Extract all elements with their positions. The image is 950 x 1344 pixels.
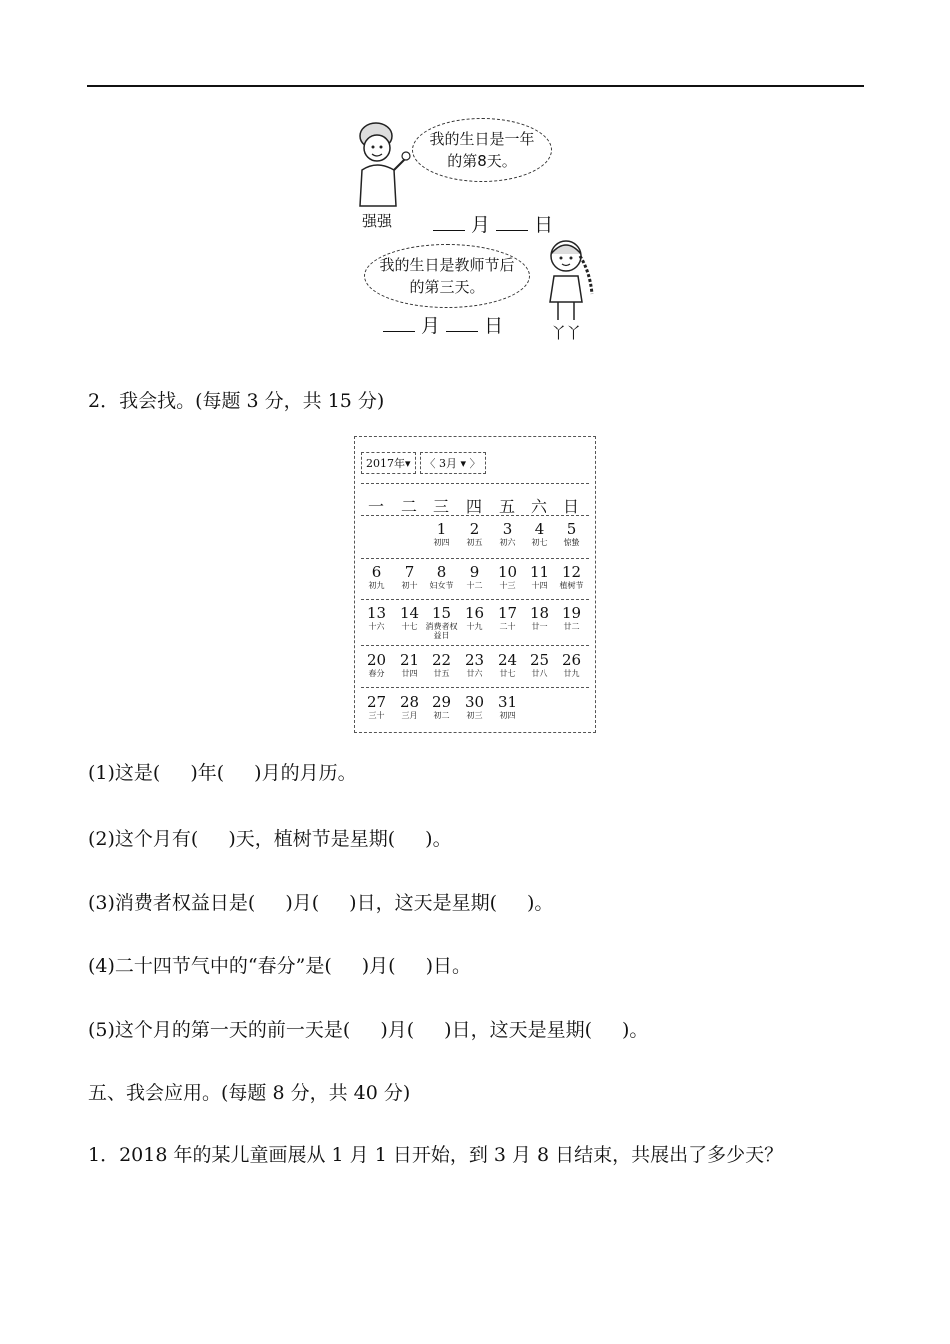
day-number: 28 [399,693,420,711]
day-number: 7 [404,563,415,581]
day-number: 12 [561,563,582,581]
q2-item-text: )。 [425,828,452,850]
calendar-divider [361,515,589,516]
q2-title: 2．我会找。(每题 3 分，共 15 分) [88,390,385,412]
calendar-day[interactable] [425,604,458,640]
day-lunar-label: 初六 [499,538,516,547]
day-number: 13 [366,604,387,622]
calendar-day[interactable] [523,563,556,590]
day-number: 30 [464,693,485,711]
q2-item-text: )月的月历。 [254,762,357,784]
day-lunar-label: 初二 [433,711,450,720]
girl-answer-line: 月 日 [383,311,503,338]
calendar-day[interactable] [491,520,524,547]
day-number: 24 [497,651,518,669]
day-number: 23 [464,651,485,669]
calendar-day[interactable] [393,693,426,720]
calendar-day[interactable] [555,651,588,678]
calendar-day[interactable] [360,604,393,631]
day-lunar-label: 初四 [499,711,516,720]
calendar-day[interactable] [458,520,491,547]
day-lunar-label: 初十 [401,581,418,590]
girl-speech-bubble [364,244,530,308]
q2-item-text: )月( [361,955,396,977]
calendar-day[interactable] [523,651,556,678]
calendar-day[interactable] [523,520,556,547]
day-lunar-label: 十七 [401,622,418,631]
calendar-day[interactable] [491,604,524,631]
q2-item-text: (5)这个月的第一天的前一天是( [88,1019,351,1041]
day-lunar-label: 廿九 [563,669,580,678]
day-number: 2 [469,520,480,538]
day-lunar-label: 廿七 [499,669,516,678]
calendar-day[interactable] [425,651,458,678]
day-lunar-label: 春分 [368,669,385,678]
weekday-label: 日 [562,497,579,516]
day-number: 4 [534,520,545,538]
day-lunar-label: 廿六 [466,669,483,678]
q2-item-text: (4)二十四节气中的“春分”是( [88,955,332,977]
day-number: 15 [431,604,452,622]
day-number: 14 [399,604,420,622]
day-number: 19 [561,604,582,622]
day-number: 1 [436,520,447,538]
day-number: 25 [529,651,550,669]
q2-item [88,1015,648,1042]
calendar-day[interactable] [393,651,426,678]
day-lunar-label: 廿二 [563,622,580,631]
calendar-day[interactable] [491,693,524,720]
girl-illustration [536,236,600,322]
q2-item [88,824,452,851]
q2-item-text: (2)这个月有( [88,828,199,850]
calendar-divider [361,645,589,646]
q2-item [88,758,357,785]
q2-item-text: (1)这是( [88,762,161,784]
q2-item-text: )年( [190,762,225,784]
weekday-label: 二 [400,497,417,516]
calendar-day[interactable] [491,563,524,590]
q2-item-text: )日，这天是星期( [444,1019,592,1041]
day-number: 10 [497,563,518,581]
day-number: 11 [529,563,550,581]
day-number: 31 [497,693,518,711]
day-number: 27 [366,693,387,711]
q2-item-text: )月( [285,892,320,914]
month-select[interactable]: 〈 3月 ▾ 〉 [420,452,486,474]
boy-month-blank[interactable] [433,216,465,231]
calendar-header [361,452,486,474]
girl-day-blank[interactable] [446,317,478,332]
day-lunar-label: 三月 [401,711,418,720]
q2-item [88,888,553,915]
calendar-day[interactable] [393,604,426,631]
calendar-day[interactable] [458,651,491,678]
q2-item [88,951,471,978]
day-lunar-label: 消费者权益日 [425,622,458,640]
day-number: 5 [566,520,577,538]
top-rule [87,85,864,87]
day-lunar-label: 廿五 [433,669,450,678]
q2-item-text: )日，这天是星期( [349,892,497,914]
weekday-label: 三 [432,497,449,516]
day-lunar-label: 二十 [499,622,516,631]
girl-speech: 我的生日是教师节后的第三天。 [379,256,515,296]
boy-answer-line: 月 日 [433,210,553,237]
day-lunar-label: 惊蛰 [563,538,580,547]
boy-speech: 我的生日是一年的第8天。 [429,130,535,170]
calendar-divider [361,687,589,688]
day-lunar-label: 初五 [466,538,483,547]
boy-illustration [350,118,412,208]
calendar-divider [361,483,589,484]
day-lunar-label: 植树节 [559,581,584,590]
weekday-label: 四 [465,497,482,516]
boy-name: 强强 [362,212,393,230]
day-lunar-label: 十二 [466,581,483,590]
day-lunar-label: 十四 [531,581,548,590]
calendar [354,436,596,733]
calendar-day[interactable] [425,520,458,547]
day-number: 6 [371,563,382,581]
q2-item-text: )月( [380,1019,415,1041]
day-lunar-label: 初三 [466,711,483,720]
calendar-day[interactable] [425,693,458,720]
section5-q1: 1．2018 年的某儿童画展从 1 月 1 日开始，到 3 月 8 日结束，共展出了多少天？ [88,1144,784,1166]
calendar-day[interactable] [360,651,393,678]
calendar-day[interactable] [458,563,491,590]
calendar-day[interactable] [491,651,524,678]
q2-item-text: )。 [621,1019,649,1041]
girl-name: 丫丫 [551,324,582,342]
calendar-day[interactable] [360,693,393,720]
year-select[interactable]: 2017年▾ [361,452,416,474]
day-number: 3 [502,520,513,538]
day-number: 20 [366,651,387,669]
day-number: 29 [431,693,452,711]
day-number: 21 [399,651,420,669]
day-number: 26 [561,651,582,669]
day-number: 17 [497,604,518,622]
day-lunar-label: 初七 [531,538,548,547]
day-lunar-label: 三十 [368,711,385,720]
day-lunar-label: 十九 [466,622,483,631]
day-lunar-label: 初九 [368,581,385,590]
day-lunar-label: 廿四 [401,669,418,678]
calendar-divider [361,599,589,600]
q2-item-text: )。 [526,892,554,914]
calendar-day[interactable] [555,520,588,547]
calendar-day[interactable] [425,563,458,590]
day-lunar-label: 廿八 [531,669,548,678]
weekday-label: 五 [498,497,515,516]
calendar-day[interactable] [458,693,491,720]
calendar-day[interactable] [360,563,393,590]
day-lunar-label: 十三 [499,581,516,590]
day-number: 8 [436,563,447,581]
calendar-divider [361,558,589,559]
q2-item-text: )日。 [425,955,472,977]
day-number: 18 [529,604,550,622]
section5-title: 五、我会应用。(每题 8 分，共 40 分) [88,1082,411,1104]
calendar-day[interactable] [393,563,426,590]
calendar-day[interactable] [555,563,588,590]
calendar-day[interactable] [555,604,588,631]
day-number: 22 [431,651,452,669]
day-lunar-label: 初四 [433,538,450,547]
boy-day-blank[interactable] [496,216,528,231]
boy-speech-bubble [412,118,552,182]
day-lunar-label: 妇女节 [429,581,454,590]
q2-item-text: )天，植树节是星期( [228,828,396,850]
day-lunar-label: 十六 [368,622,385,631]
q2-item-text: (3)消费者权益日是( [88,892,256,914]
weekday-label: 一 [367,497,384,516]
weekday-label: 六 [530,497,547,516]
girl-month-blank[interactable] [383,317,415,332]
day-number: 9 [469,563,480,581]
calendar-day[interactable] [523,604,556,631]
day-lunar-label: 廿一 [531,622,548,631]
calendar-day[interactable] [458,604,491,631]
day-number: 16 [464,604,485,622]
